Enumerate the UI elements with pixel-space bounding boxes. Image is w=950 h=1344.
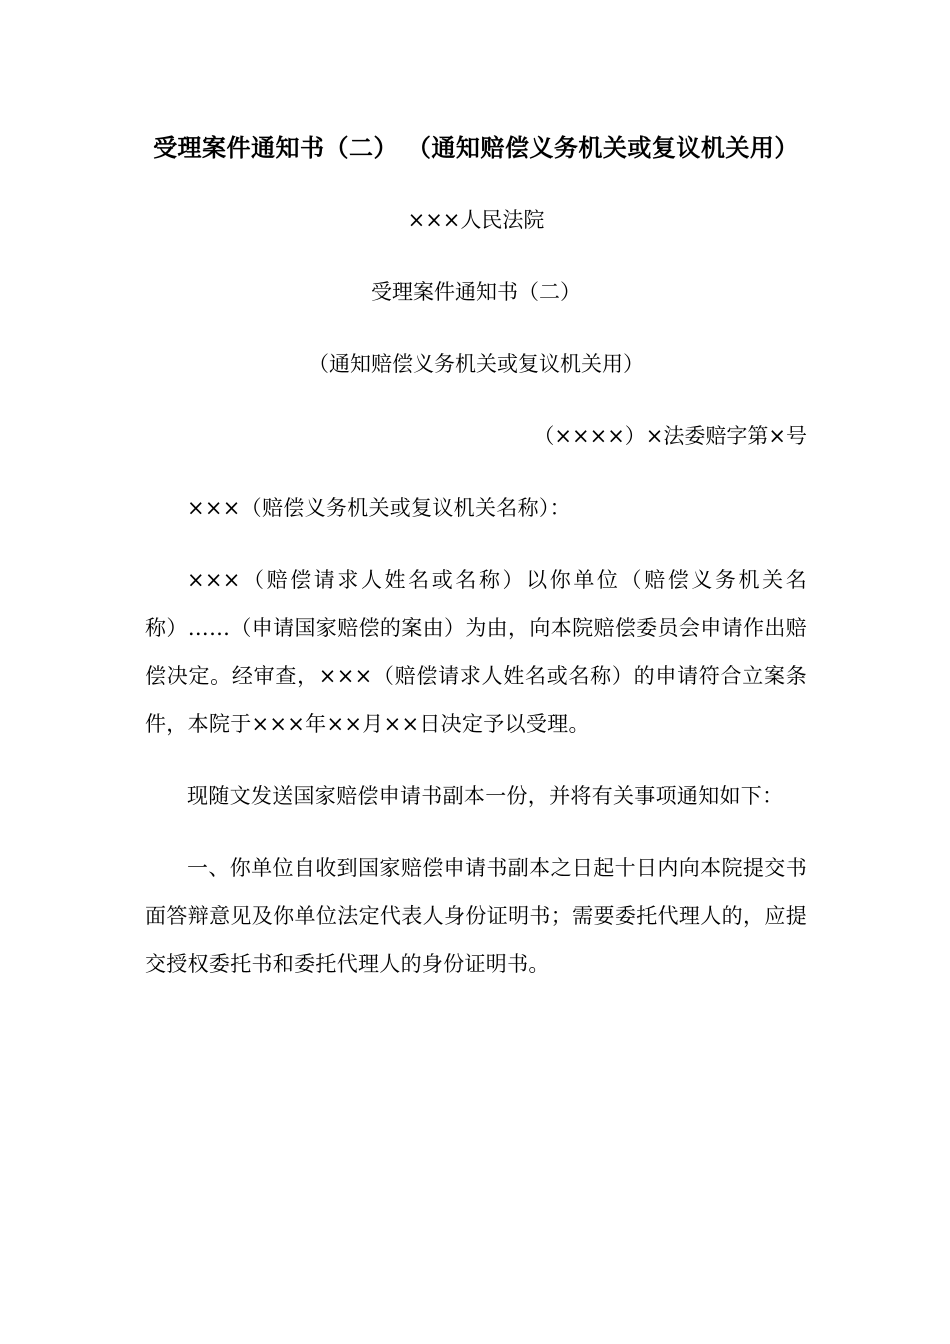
spacer [145, 244, 807, 268]
spacer [145, 748, 807, 772]
paragraph-notice-intro: 现随文发送国家赔偿申请书副本一份，并将有关事项通知如下： [187, 784, 784, 808]
addressee-line: ×××（赔偿义务机关或复议机关名称）： [187, 496, 571, 520]
spacer [145, 820, 807, 844]
paragraph-acceptance: ×××（赔偿请求人姓名或名称）以你单位（赔偿义务机关名称）……（申请国家赔偿的案由）为由，向本院赔偿委员会申请作出赔偿决定。经审查，×××（赔偿请求人姓名或名称）的申请符合立案条件，本院于×××年××月××日决定予以受理。 [145, 568, 807, 736]
notice-subtitle: （通知赔偿义务机关或复议机关用） [308, 352, 644, 376]
case-number: （××××）×法委赔字第×号 [533, 424, 807, 448]
spacer [145, 388, 807, 412]
spacer [145, 532, 807, 556]
document-body [145, 124, 807, 988]
spacer [145, 460, 807, 484]
paragraph-item-one: 一、你单位自收到国家赔偿申请书副本之日起十日内向本院提交书面答辩意见及你单位法定代表人身份证明书；需要委托代理人的，应提交授权委托书和委托代理人的身份证明书。 [145, 856, 807, 976]
spacer [145, 316, 807, 340]
spacer [145, 172, 807, 196]
document-title: 受理案件通知书（二） （通知赔偿义务机关或复议机关用） [153, 133, 799, 162]
notice-title: 受理案件通知书（二） [371, 280, 581, 304]
court-name: ×××人民法院 [407, 208, 545, 232]
